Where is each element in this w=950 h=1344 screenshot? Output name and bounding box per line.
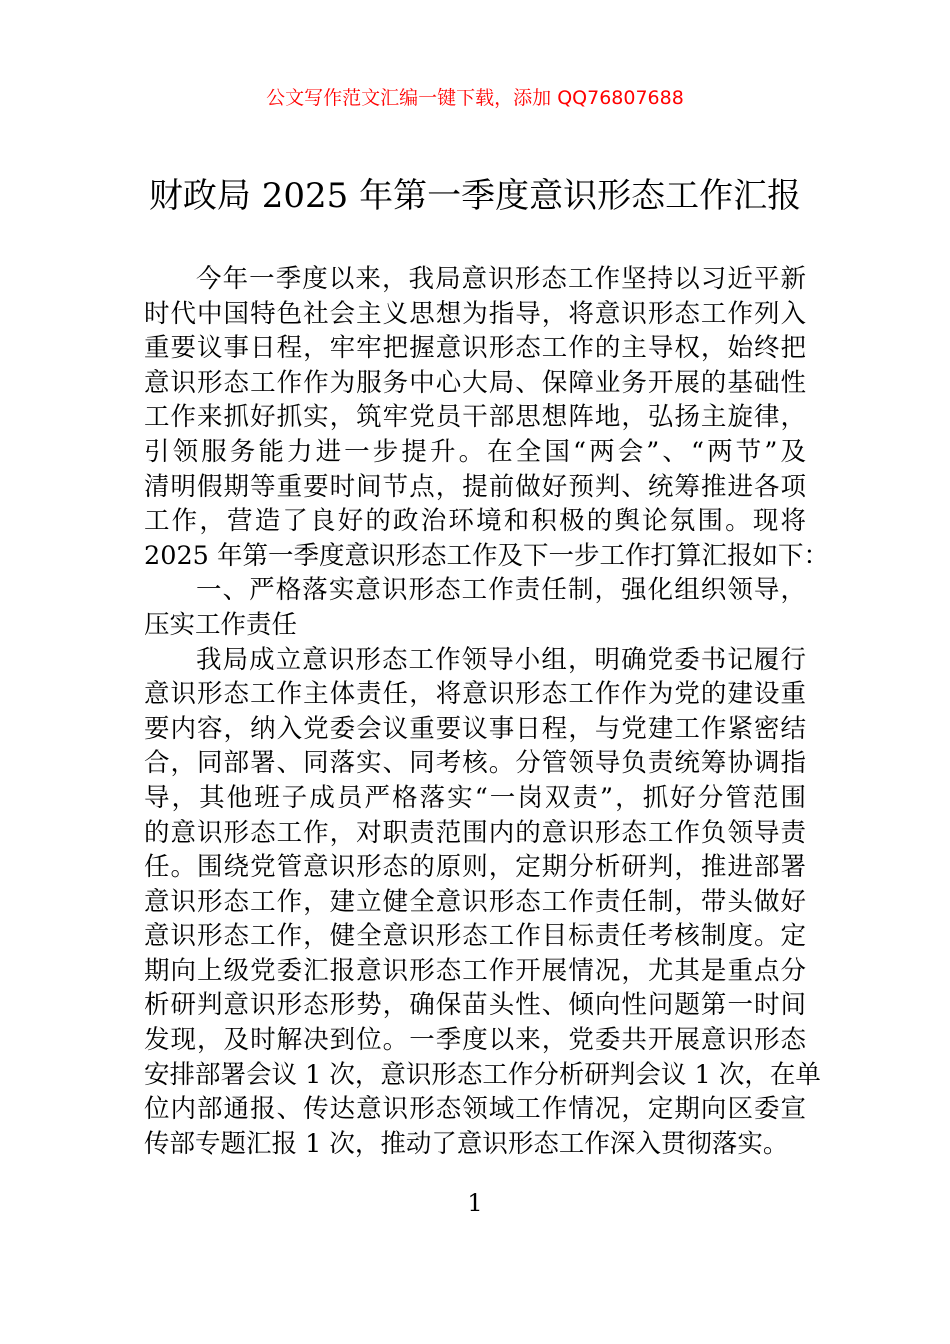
paragraph-line: 意识形态工作主体责任，将意识形态工作作为党的建设重 — [144, 679, 806, 710]
paragraph-line: 安排部署会议 1 次，意识形态工作分析研判会议 1 次，在单 — [144, 1059, 821, 1090]
paragraph-line: 要内容，纳入党委会议重要议事日程，与党建工作紧密结 — [144, 713, 806, 744]
paragraph-line: 导，其他班子成员严格落实“一岗双责”，抓好分管范围 — [144, 782, 806, 813]
paragraph-line: 析研判意识形态形势，确保苗头性、倾向性问题第一时间 — [144, 990, 806, 1021]
paragraph-line: 清明假期等重要时间节点，提前做好预判、统筹推进各项 — [144, 471, 806, 502]
paragraph-line: 的意识形态工作，对职责范围内的意识形态工作负领导责 — [144, 817, 806, 848]
section-heading-line: 一、严格落实意识形态工作责任制，强化组织领导， — [196, 575, 806, 606]
document-title: 财政局 2025 年第一季度意识形态工作汇报 — [148, 176, 802, 216]
paragraph-line: 意识形态工作，健全意识形态工作目标责任考核制度。定 — [144, 921, 806, 952]
paragraph-line: 2025 年第一季度意识形态工作及下一步工作打算汇报如下： — [144, 540, 830, 571]
paragraph-line: 重要议事日程，牢牢把握意识形态工作的主导权，始终把 — [144, 333, 806, 364]
paragraph-line: 时代中国特色社会主义思想为指导，将意识形态工作列入 — [144, 298, 806, 329]
page-number: 1 — [467, 1189, 483, 1217]
document-body — [144, 262, 830, 1161]
section-heading-line: 压实工作责任 — [144, 609, 298, 640]
paragraph-line: 今年一季度以来，我局意识形态工作坚持以习近平新 — [196, 264, 806, 294]
paragraph-line: 位内部通报、传达意识形态领域工作情况，定期向区委宣 — [144, 1094, 806, 1125]
download-notice: 公文写作范文汇编一键下载，添加 QQ76807688 — [266, 87, 684, 109]
paragraph-line: 期向上级党委汇报意识形态工作开展情况，尤其是重点分 — [144, 955, 806, 986]
paragraph-line: 工作，营造了良好的政治环境和积极的舆论氛围。现将 — [144, 506, 806, 537]
paragraph-line: 传部专题汇报 1 次，推动了意识形态工作深入贯彻落实。 — [144, 1128, 789, 1159]
paragraph-line: 意识形态工作作为服务中心大局、保障业务开展的基础性 — [144, 367, 806, 398]
paragraph-line: 任。围绕党管意识形态的原则，定期分析研判，推进部署 — [144, 852, 806, 883]
paragraph-line: 发现，及时解决到位。一季度以来，党委共开展意识形态 — [144, 1025, 806, 1056]
paragraph-line: 意识形态工作，建立健全意识形态工作责任制，带头做好 — [144, 886, 806, 917]
paragraph-line: 我局成立意识形态工作领导小组，明确党委书记履行 — [196, 644, 806, 675]
paragraph-line: 引领服务能力进一步提升。在全国“两会”、“两节”及 — [144, 436, 806, 467]
paragraph-line: 合，同部署、同落实、同考核。分管领导负责统筹协调指 — [144, 748, 806, 779]
paragraph-line: 工作来抓好抓实，筑牢党员干部思想阵地，弘扬主旋律， — [144, 402, 806, 433]
